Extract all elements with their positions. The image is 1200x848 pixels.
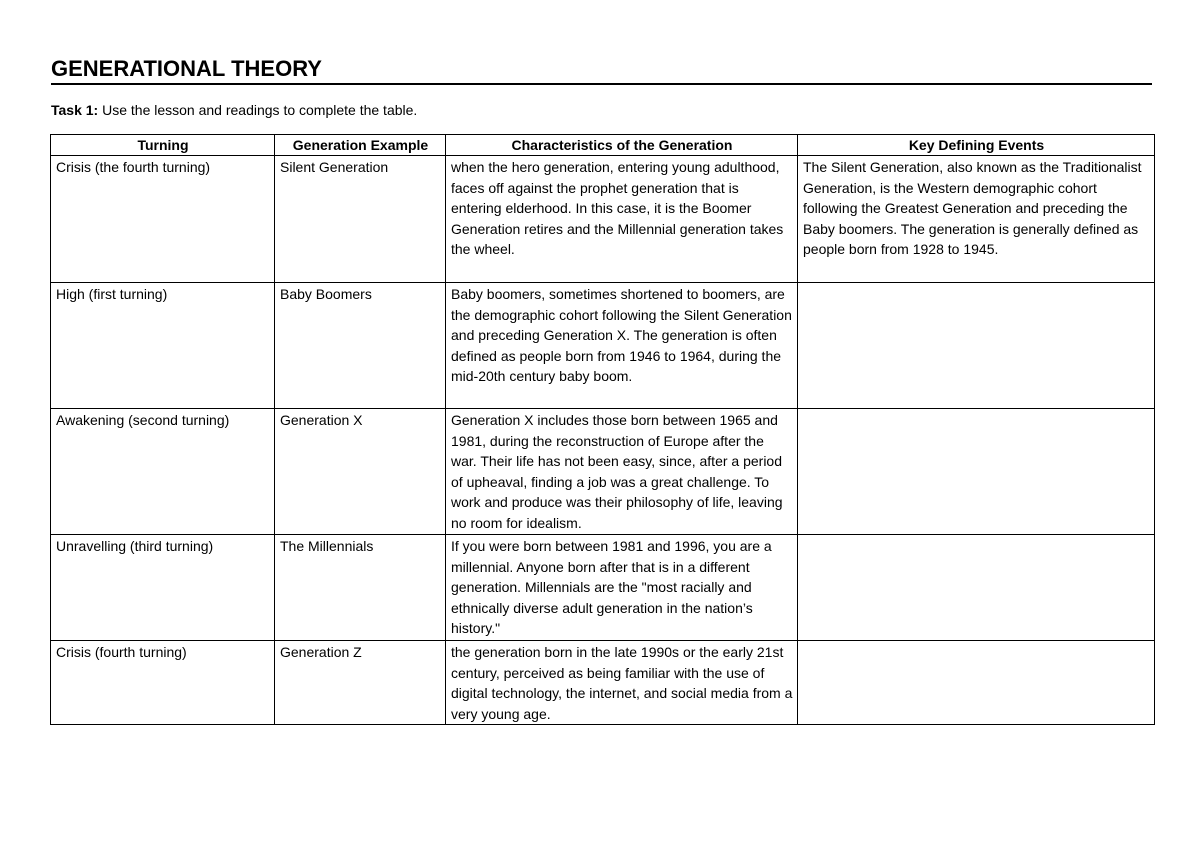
cell-key-events[interactable]: The Silent Generation, also known as the Traditionalist Generation, is the Western demographic cohort following the Greatest Generation and preceding the Baby boomers. The generation is generally defined as people born from 1928 to 1945. xyxy=(798,156,1155,283)
header-characteristics: Characteristics of the Generation xyxy=(446,135,798,156)
cell-turning: Awakening (second turning) xyxy=(51,409,275,535)
document-title: GENERATIONAL THEORY xyxy=(51,56,322,81)
title-underline xyxy=(51,83,1152,85)
cell-characteristics: Generation X includes those born between 1965 and 1981, during the reconstruction of Europe after the war. Their life has not been easy, since, after a period of upheaval, finding a job was a great challenge. To work and produce was their philosophy of life, leaving no room for idealism. xyxy=(446,409,798,535)
cell-turning: Crisis (the fourth turning) xyxy=(51,156,275,283)
table-row xyxy=(51,641,1155,725)
cell-generation: Generation Z xyxy=(275,641,446,725)
cell-characteristics: Baby boomers, sometimes shortened to boomers, are the demographic cohort following the Silent Generation and preceding Generation X. The generation is often defined as people born from 1946 to 1964, during the mid-20th century baby boom. xyxy=(446,283,798,409)
header-turning: Turning xyxy=(51,135,275,156)
table-row xyxy=(51,535,1155,641)
cell-key-events[interactable] xyxy=(798,535,1155,641)
cell-key-events[interactable] xyxy=(798,283,1155,409)
cell-key-events[interactable] xyxy=(798,641,1155,725)
table-row xyxy=(51,283,1155,409)
task-text: Use the lesson and readings to complete the table. xyxy=(98,102,418,118)
cell-characteristics: when the hero generation, entering young adulthood, faces off against the prophet generation that is entering elderhood. In this case, it is the Boomer Generation retires and the Millennial generation takes the wheel. xyxy=(446,156,798,283)
table-header-row xyxy=(51,135,1155,156)
cell-generation: The Millennials xyxy=(275,535,446,641)
cell-generation: Silent Generation xyxy=(275,156,446,283)
cell-characteristics: If you were born between 1981 and 1996, you are a millennial. Anyone born after that is in a different generation. Millennials are the "most racially and ethnically diverse adult generation in the nation’s history." xyxy=(446,535,798,641)
cell-generation: Generation X xyxy=(275,409,446,535)
cell-turning: High (first turning) xyxy=(51,283,275,409)
table-row xyxy=(51,156,1155,283)
task-instruction xyxy=(51,101,417,119)
generations-table xyxy=(50,134,1155,725)
cell-characteristics: the generation born in the late 1990s or the early 21st century, perceived as being familiar with the use of digital technology, the internet, and social media from a very young age. xyxy=(446,641,798,725)
cell-turning: Crisis (fourth turning) xyxy=(51,641,275,725)
cell-key-events[interactable] xyxy=(798,409,1155,535)
header-generation-example: Generation Example xyxy=(275,135,446,156)
cell-turning: Unravelling (third turning) xyxy=(51,535,275,641)
task-label: Task 1: xyxy=(51,102,99,118)
header-key-events: Key Defining Events xyxy=(798,135,1155,156)
table-row xyxy=(51,409,1155,535)
cell-generation: Baby Boomers xyxy=(275,283,446,409)
